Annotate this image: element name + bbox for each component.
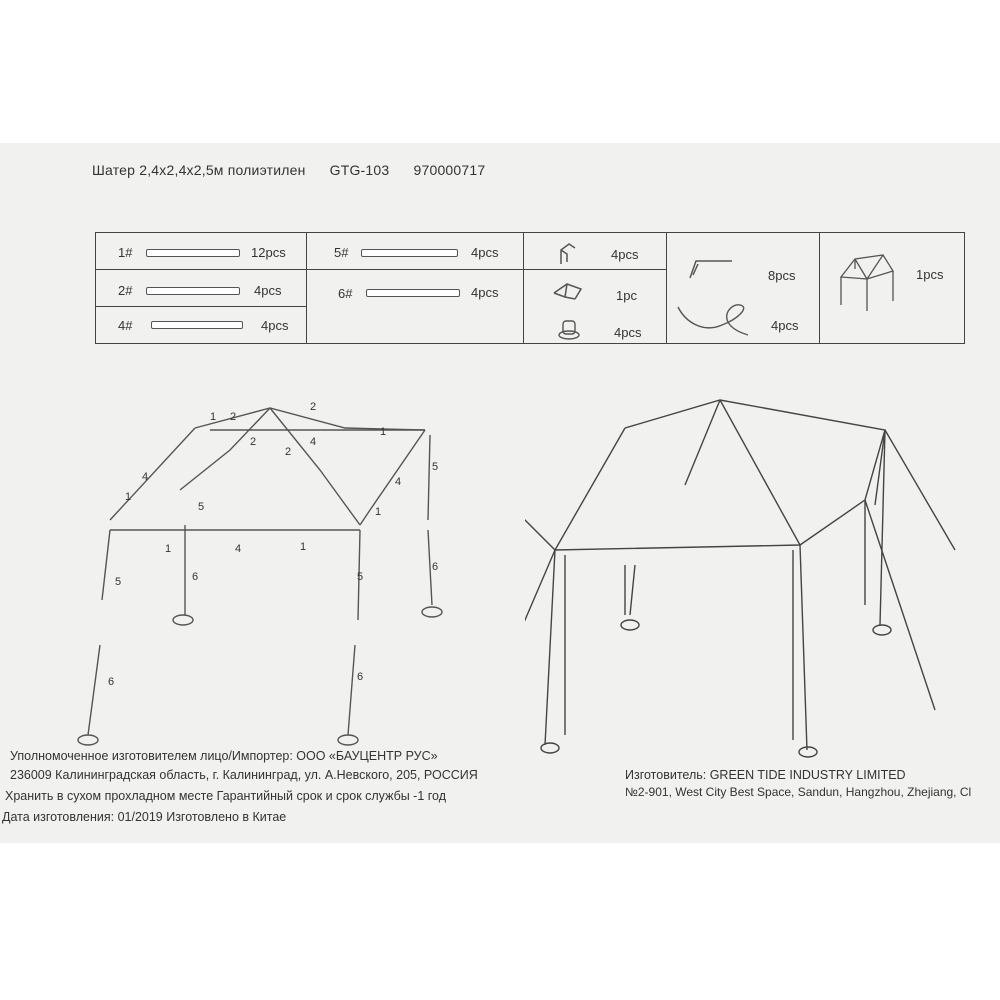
stake-icon [684,253,744,283]
tube-2-icon [146,287,240,295]
frame-label: 6 [108,676,115,688]
frame-label: 5 [198,501,205,513]
frame-label: 2 [250,436,257,448]
tube-4-icon [151,321,243,329]
tube-6-icon [366,289,460,297]
frame-label: 1 [375,506,382,518]
foot-base-qty: 4pcs [614,325,642,340]
stake-qty: 8pcs [768,268,796,283]
date-line: Дата изготовления: 01/2019 Изготовлено в Китае [2,810,287,824]
frame-label: 2 [310,401,317,413]
frame-label: 5 [115,576,122,588]
rope-icon [674,301,756,341]
product-name: Шатер 2,4х2,4х2,5м полиэтилен [92,162,306,178]
article-code: 970000717 [413,162,486,178]
top-connector-qty: 1pc [616,288,637,303]
foot-base-icon [556,317,582,341]
tube-1-icon [146,249,240,257]
table-divider [666,233,667,343]
manufacturer-line: Изготовитель: GREEN TIDE INDUSTRY LIMITED [625,768,906,782]
part-2-qty: 4pcs [254,283,282,298]
model-number: GTG-103 [329,162,390,178]
frame-label: 6 [432,561,439,573]
corner-connector-qty: 4pcs [611,247,639,262]
table-divider [96,306,306,307]
frame-label: 2 [230,411,237,423]
frame-label: 5 [432,461,439,473]
frame-label: 4 [235,543,242,555]
part-1-qty: 12pcs [251,245,286,260]
top-connector-icon [551,279,585,303]
part-4-label: 4# [118,318,133,333]
frame-label: 2 [285,446,292,458]
frame-label: 1 [125,491,132,503]
part-6-qty: 4pcs [471,285,499,300]
address-line: 236009 Калининградская область, г. Калининград, ул. А.Невского, 205, РОССИЯ [10,768,478,782]
frame-label: 4 [310,436,317,448]
rope-qty: 4pcs [771,318,799,333]
tube-5-icon [361,249,458,257]
corner-connector-icon [553,238,583,268]
part-2-label: 2# [118,283,133,298]
frame-label: 1 [380,426,387,438]
table-divider [819,233,820,343]
importer-line: Уполномоченное изготовителем лицо/Импортер: ООО «БАУЦЕНТР РУС» [10,749,438,763]
part-4-qty: 4pcs [261,318,289,333]
frame-assembly-diagram [70,390,470,760]
storage-line: Хранить в сухом прохладном месте Гарантийный срок и срок службы -1 год [5,789,447,803]
frame-label: 1 [300,541,307,553]
part-5-qty: 4pcs [471,245,499,260]
part-6-label: 6# [338,286,353,301]
assembled-tent-diagram [525,390,970,770]
table-divider [96,269,666,270]
product-title [92,162,505,178]
frame-label: 6 [192,571,199,583]
canopy-icon [831,245,901,315]
part-5-label: 5# [334,245,349,260]
frame-label: 4 [142,471,149,483]
table-divider [523,233,524,343]
table-divider [306,233,307,343]
frame-label: 6 [357,671,364,683]
parts-table [95,232,965,344]
frame-label: 4 [395,476,402,488]
frame-label: 5 [357,571,364,583]
frame-label: 1 [165,543,172,555]
canopy-qty: 1pcs [916,267,944,282]
part-1-label: 1# [118,245,133,260]
manufacturer-address: №2-901, West City Best Space, Sandun, Hangzhou, Zhejiang, Cl [625,785,972,799]
frame-label: 1 [210,411,217,423]
